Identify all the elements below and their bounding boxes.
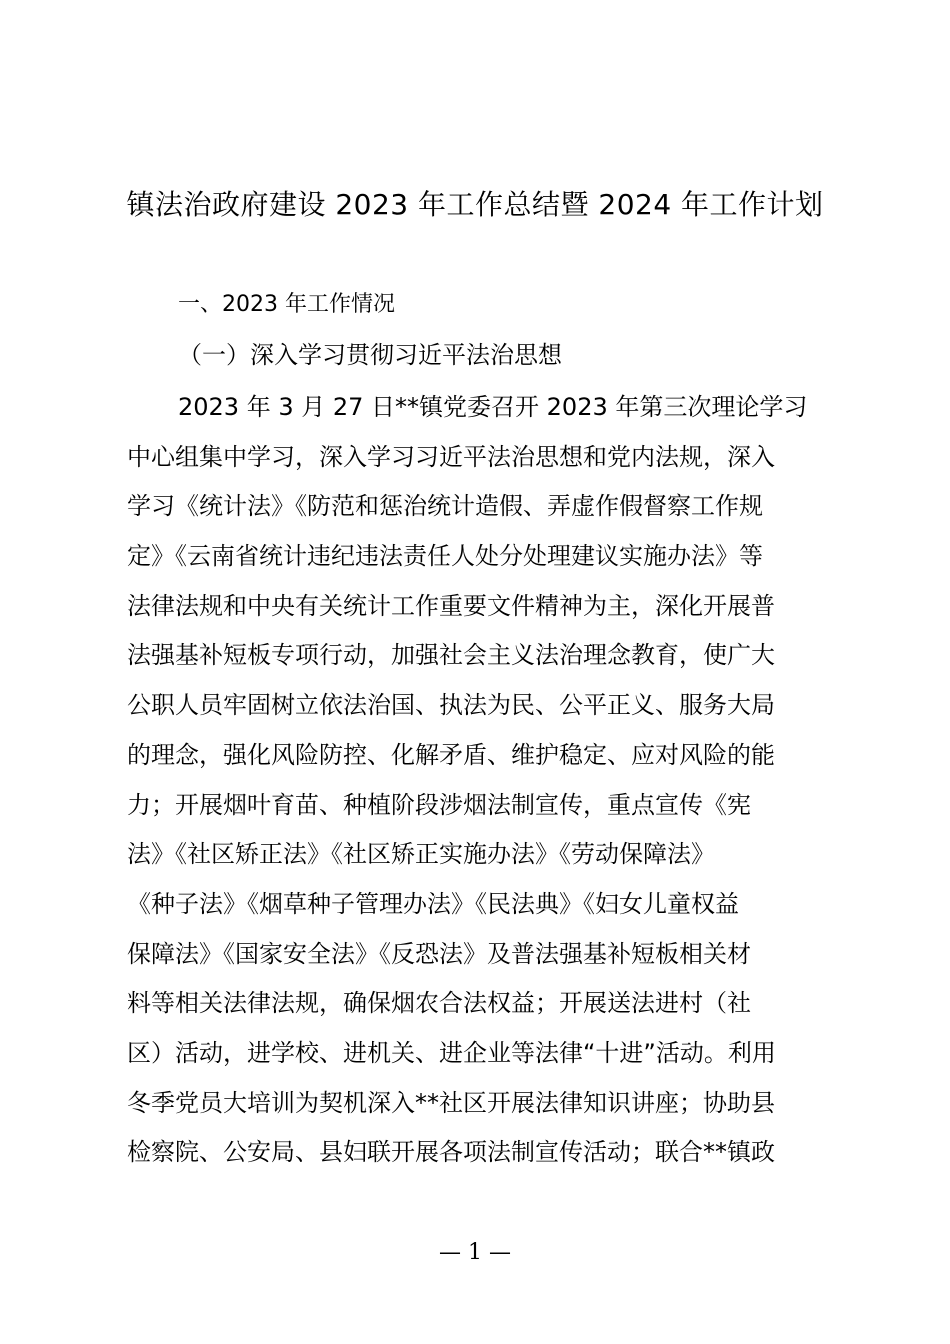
document-title: 镇法治政府建设 2023 年工作总结暨 2024 年工作计划 xyxy=(126,188,824,221)
body-line: 料等相关法律法规，确保烟农合法权益；开展送法进村（社 xyxy=(127,989,751,1018)
body-line: 保障法》《国家安全法》《反恐法》及普法强基补短板相关材 xyxy=(127,939,751,968)
body-line: 《种子法》《烟草种子管理办法》《民法典》《妇女儿童权益 xyxy=(127,889,739,918)
body-line: 学习《统计法》《防范和惩治统计造假、弄虚作假督察工作规 xyxy=(127,492,763,521)
body-line: 区）活动，进学校、进机关、进企业等法律“十进”活动。利用 xyxy=(127,1038,776,1067)
body-line: 公职人员牢固树立依法治国、执法为民、公平正义、服务大局 xyxy=(127,691,775,720)
body-line: 冬季党员大培训为契机深入**社区开展法律知识讲座；协助县 xyxy=(127,1088,775,1117)
body-line: 中心组集中学习，深入学习习近平法治思想和党内法规，深入 xyxy=(127,442,775,471)
body-line: 2023 年 3 月 27 日**镇党委召开 2023 年第三次理论学习 xyxy=(178,393,808,421)
page-number: — 1 — xyxy=(439,1240,511,1265)
body-line: 法》《社区矫正法》《社区矫正实施办法》《劳动保障法》 xyxy=(127,840,715,869)
section-heading: 一、2023 年工作情况 xyxy=(178,292,395,317)
body-line: 法律法规和中央有关统计工作重要文件精神为主，深化开展普 xyxy=(127,591,775,620)
body-line: 力；开展烟叶育苗、种植阶段涉烟法制宣传，重点宣传《宪 xyxy=(127,790,751,819)
subsection-heading: （一）深入学习贯彻习近平法治思想 xyxy=(178,341,562,369)
body-paragraph xyxy=(127,383,827,1178)
body-line: 定》《云南省统计违纪违法责任人处分处理建议实施办法》等 xyxy=(127,542,763,571)
body-line: 检察院、公安局、县妇联开展各项法制宣传活动；联合**镇政 xyxy=(127,1138,775,1167)
body-line: 的理念，强化风险防控、化解矛盾、维护稳定、应对风险的能 xyxy=(127,740,775,769)
body-line: 法强基补短板专项行动，加强社会主义法治理念教育，使广大 xyxy=(127,641,775,670)
